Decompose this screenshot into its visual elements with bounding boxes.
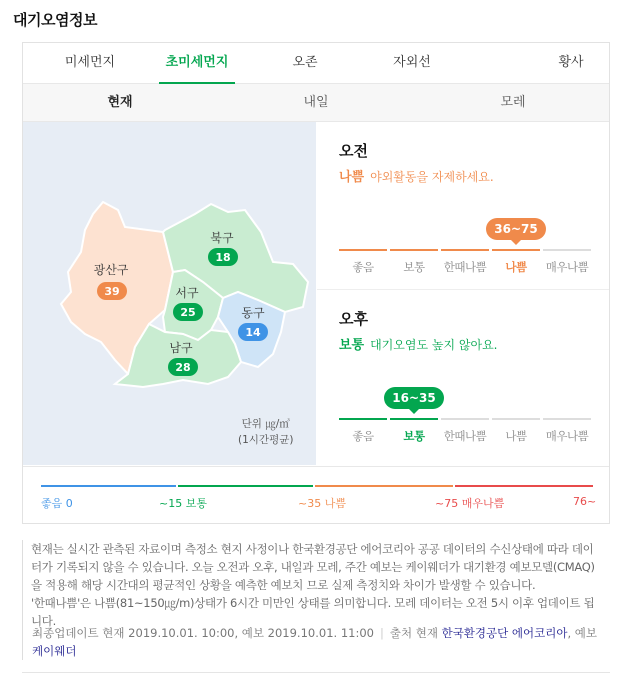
scale-segment	[492, 249, 540, 251]
scale-label: 한때나쁨	[443, 429, 487, 443]
am-range-bubble: 36~75	[486, 218, 546, 240]
am-message: 야외활동을 자제하세요.	[370, 170, 494, 184]
region-label: 북구	[210, 231, 234, 245]
scale-label: 나쁨	[505, 260, 527, 274]
bottom-divider	[22, 672, 610, 673]
info-notes	[22, 540, 599, 630]
map-svg	[23, 122, 316, 465]
scale-segment	[441, 418, 489, 420]
pm-forecast	[317, 290, 609, 465]
scale-segment	[390, 418, 438, 420]
scale-segment	[492, 418, 540, 420]
legend-good-bar	[41, 485, 176, 487]
scale-label: 보통	[403, 429, 425, 443]
tab-yellow-dust[interactable]: 황사	[558, 55, 584, 70]
region-label: 광산구	[93, 263, 129, 277]
legend-very-bad-label: ~75 매우나쁨	[435, 497, 505, 510]
pollutant-tabs	[23, 43, 609, 84]
legend-normal-label: ~15 보통	[159, 497, 207, 510]
tab-day-after[interactable]: 모레	[500, 95, 526, 110]
time-tabs	[23, 84, 609, 122]
legend-bad-label: ~35 나쁨	[298, 497, 346, 510]
tab-now[interactable]: 현재	[107, 95, 133, 110]
district-map	[23, 122, 316, 465]
scale-segment	[339, 249, 387, 251]
region-label: 서구	[175, 286, 199, 300]
source-prefix: 출처 현재	[389, 626, 438, 640]
scale-label: 한때나쁨	[443, 260, 487, 274]
note-paragraph: '한때나쁨'은 나쁨(81~150㎍/m)상태가 6시간 미만인 상태를 의미합니다. 모레 데이터는 오전 5시 이후 업데이트 됩니다.	[31, 596, 595, 628]
pm-range-bubble: 16~35	[384, 387, 444, 409]
tab-tomorrow[interactable]: 내일	[303, 95, 329, 110]
average-label: (1시간평균)	[238, 434, 294, 446]
region-label: 동구	[241, 306, 265, 320]
update-info	[22, 624, 602, 660]
scale-label: 매우나쁨	[545, 260, 589, 274]
tab-ozone[interactable]: 오존	[292, 55, 318, 70]
am-forecast	[317, 122, 609, 289]
source-link-kweather[interactable]: 케이웨더	[32, 644, 77, 658]
legend-very-bad-bar	[455, 485, 593, 487]
pm-status	[339, 334, 498, 353]
pm-period-title: 오후	[339, 310, 368, 328]
unit-note	[238, 416, 293, 448]
note-paragraph: 현재는 실시간 관측된 자료이며 측정소 현지 사정이나 한국환경공단 에어코리아 공공 데이터의 수신상태에 따라 데이터가 기록되지 않을 수 있습니다. 오늘 오전과 오후, 내일과 모레, 주간 예보는 케이웨더가 대기환경 예보모델(CMAQ)을 적용해 해당 시간대의 평균적인 상황을 예측한 예보치 므로 실제 측정치와 차이가 발생할 수 있습니다.	[31, 542, 595, 592]
region-value: 18	[215, 251, 231, 264]
concentration-legend	[23, 466, 609, 525]
region-value: 28	[175, 361, 191, 374]
scale-label: 좋음	[352, 429, 374, 443]
region-value: 25	[180, 306, 196, 319]
source-link-airkorea[interactable]: 한국환경공단 에어코리아	[441, 626, 568, 640]
legend-normal-bar	[178, 485, 313, 487]
scale-segment	[543, 249, 591, 251]
legend-max-label: 76~	[573, 495, 597, 508]
tab-uv[interactable]: 자외선	[393, 55, 431, 70]
scale-label: 매우나쁨	[545, 429, 589, 443]
am-level: 나쁨	[339, 170, 365, 185]
page-title: 대기오염정보	[13, 11, 97, 29]
scale-label: 좋음	[352, 260, 374, 274]
separator: |	[379, 626, 384, 640]
scale-label: 나쁨	[505, 429, 527, 443]
scale-segment	[339, 418, 387, 420]
pm-message: 대기오염도 높지 않아요.	[370, 338, 498, 352]
update-time: 최종업데이트 현재 2019.10.01. 10:00, 예보 2019.10.01. 11:00	[32, 626, 374, 640]
scale-segment	[390, 249, 438, 251]
pm-level: 보통	[339, 338, 365, 353]
am-period-title: 오전	[339, 142, 368, 160]
legend-bad-bar	[315, 485, 453, 487]
scale-segment	[543, 418, 591, 420]
legend-good-label: 좋음 0	[41, 497, 73, 510]
region-value: 39	[104, 285, 120, 298]
am-status	[339, 166, 494, 185]
scale-segment	[441, 249, 489, 251]
source-mid: , 예보	[567, 626, 597, 640]
scale-label: 보통	[403, 260, 425, 274]
air-quality-card	[22, 42, 610, 524]
tab-fine-dust[interactable]: 미세먼지	[64, 55, 116, 70]
region-value: 14	[245, 326, 261, 339]
region-label: 남구	[169, 341, 193, 355]
unit-label: 단위 ㎍/㎥	[241, 418, 290, 430]
tab-ultrafine-dust[interactable]: 초미세먼지	[142, 43, 252, 83]
